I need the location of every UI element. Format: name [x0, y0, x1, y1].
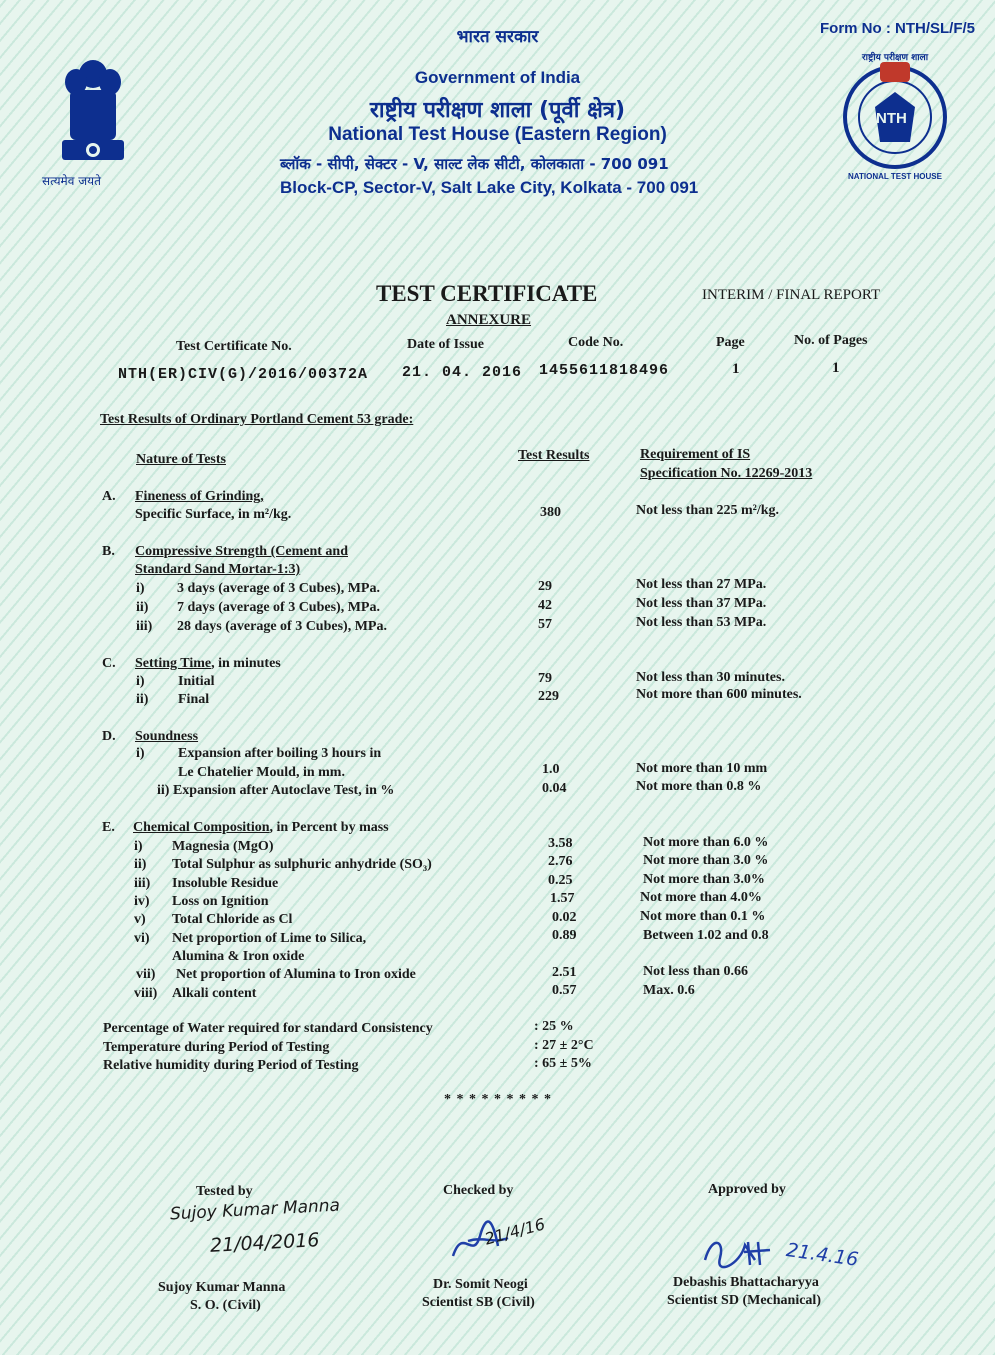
section-e-title — [133, 820, 389, 836]
e-row-num: vii) — [136, 967, 156, 982]
section-d-letter: D. — [102, 729, 116, 744]
e-row-result: 1.57 — [550, 891, 575, 906]
report-type: INTERIM / FINAL REPORT — [702, 287, 881, 303]
approved-by-name: Debashis Bhattacharyya — [673, 1275, 819, 1290]
value-date: 21. 04. 2016 — [402, 364, 523, 381]
e-row-req: Max. 0.6 — [643, 983, 695, 998]
tested-handwritten-date: 21/04/2016 — [209, 1229, 321, 1257]
c-row-result: 229 — [538, 689, 559, 704]
d-row2-result: 0.04 — [542, 781, 567, 796]
section-c-title-main: Setting Time — [135, 656, 212, 671]
section-b-title-2: Standard Sand Mortar-1:3) — [135, 562, 301, 577]
form-number: Form No : NTH/SL/F/5 — [820, 20, 975, 37]
b-row-num: i) — [136, 581, 145, 596]
b-row-label: 7 days (average of 3 Cubes), MPa. — [177, 600, 380, 615]
divider-stars: * * * * * * * * * — [444, 1092, 552, 1107]
d-row1-label-2: Le Chatelier Mould, in mm. — [178, 765, 345, 780]
section-e-title-suffix: , in Percent by mass — [269, 820, 389, 835]
approved-signature-icon — [700, 1230, 790, 1270]
e-row-result: 2.51 — [552, 965, 577, 980]
section-d-title: Soundness — [135, 729, 199, 744]
label-date: Date of Issue — [407, 337, 484, 352]
col-req-1: Requirement of IS — [640, 447, 751, 462]
b-row-label: 28 days (average of 3 Cubes), MPa. — [177, 619, 387, 634]
d-row2-label: ii) Expansion after Autoclave Test, in % — [157, 783, 395, 798]
e-row-num: iii) — [134, 876, 151, 891]
checked-handwritten-date: 21/4/16 — [482, 1214, 548, 1249]
tested-by-name: Sujoy Kumar Manna — [158, 1280, 286, 1295]
e-row-req: Not more than 6.0 % — [643, 835, 769, 850]
e-row-label: Loss on Ignition — [172, 894, 269, 909]
e-row-num: v) — [134, 912, 146, 927]
seal-text: NATIONAL TEST HOUSE — [848, 172, 942, 181]
value-cert-no: NTH(ER)CIV(G)/2016/00372A — [118, 366, 369, 383]
condition-value: : 25 % — [534, 1019, 574, 1034]
c-row-num: i) — [136, 674, 145, 689]
section-e-letter: E. — [102, 820, 115, 835]
c-row-req: Not less than 30 minutes. — [636, 670, 785, 685]
col-nature: Nature of Tests — [136, 452, 226, 467]
c-row-num: ii) — [136, 692, 149, 707]
tested-handwritten-name: Sujoy Kumar Manna — [169, 1195, 341, 1225]
e-row-num: vi) — [134, 931, 150, 946]
header-hindi-govt: भारत सरकार — [456, 27, 539, 47]
e-row-result: 0.25 — [548, 873, 573, 888]
condition-value: : 27 ± 2°C — [534, 1038, 594, 1053]
nth-seal-icon — [840, 52, 950, 182]
b-row-req: Not less than 37 MPa. — [636, 596, 767, 611]
checked-by-name: Dr. Somit Neogi — [433, 1277, 528, 1292]
condition-value: : 65 ± 5% — [534, 1056, 592, 1071]
col-results: Test Results — [518, 448, 590, 463]
section-b-title-1: Compressive Strength (Cement and — [135, 544, 348, 559]
d-row2-req: Not more than 0.8 % — [636, 779, 762, 794]
c-row-label: Final — [178, 692, 210, 707]
annexure-subtitle: ANNEXURE — [446, 312, 532, 328]
b-row-num: ii) — [136, 600, 149, 615]
emblem-motto: सत्यमेव जयते — [42, 174, 101, 188]
section-a-letter: A. — [102, 489, 116, 504]
e-row-result: 0.57 — [552, 983, 577, 998]
c-row-label: Initial — [178, 674, 215, 689]
e-row-req: Between 1.02 and 0.8 — [643, 928, 769, 943]
b-row-result: 29 — [538, 579, 552, 594]
tested-by-title: S. O. (Civil) — [190, 1298, 261, 1313]
seal-logo: NTH — [876, 110, 907, 127]
label-code: Code No. — [568, 335, 624, 350]
section-b-letter: B. — [102, 544, 115, 559]
header-govt: Government of India — [414, 68, 581, 87]
approved-by-label: Approved by — [708, 1182, 786, 1197]
e-row-req: Not less than 0.66 — [643, 964, 749, 979]
c-row-req: Not more than 600 minutes. — [636, 687, 802, 702]
seal-hindi: राष्ट्रीय परीक्षण शाला — [861, 53, 929, 63]
col-req-2: Specification No. 12269-2013 — [640, 466, 813, 481]
e-row-result: 2.76 — [548, 854, 573, 869]
e-row-label: Insoluble Residue — [172, 876, 279, 891]
condition-label: Relative humidity during Period of Testing — [103, 1058, 359, 1073]
header-org: National Test House (Eastern Region) — [328, 124, 667, 145]
value-code: 1455611818496 — [539, 362, 670, 379]
condition-label: Percentage of Water required for standard Consistency — [103, 1021, 433, 1036]
e-row-label: Total Sulphur as sulphuric anhydride (SO₃) — [172, 857, 432, 872]
value-pages: 1 — [832, 360, 840, 376]
header-hindi-address: ब्लॉक - सीपी, सेक्टर - V, साल्ट लेक सीटी, कोलकाता - 700 091 — [280, 155, 669, 173]
value-page: 1 — [732, 361, 740, 377]
label-page: Page — [716, 335, 745, 350]
d-row1-num: i) — [136, 746, 145, 761]
d-row1-req: Not more than 10 mm — [636, 761, 768, 776]
e-row-num: iv) — [134, 894, 150, 909]
e-row-label: Magnesia (MgO) — [172, 839, 274, 854]
section-a-req: Not less than 225 m²/kg. — [636, 503, 780, 518]
b-row-req: Not less than 53 MPa. — [636, 615, 767, 630]
e-row-label: Alkali content — [172, 986, 257, 1001]
section-title: Test Results of Ordinary Portland Cement 53 grade: — [100, 412, 414, 427]
checked-by-title: Scientist SB (Civil) — [422, 1295, 535, 1310]
approved-by-title: Scientist SD (Mechanical) — [667, 1293, 821, 1308]
section-e-title-main: Chemical Composition — [133, 820, 270, 835]
e-row-num: ii) — [134, 857, 147, 872]
e-row-label: Total Chloride as Cl — [172, 912, 293, 927]
c-row-result: 79 — [538, 671, 552, 686]
e-row-result: 0.89 — [552, 928, 577, 943]
b-row-result: 57 — [538, 617, 552, 632]
e-row-req: Not more than 4.0% — [640, 890, 762, 905]
e-row-num: i) — [134, 839, 143, 854]
e-row-result: 0.02 — [552, 910, 577, 925]
e-row-req: Not more than 3.0% — [643, 872, 765, 887]
e-row-num: viii) — [134, 986, 158, 1001]
d-row1-result: 1.0 — [542, 762, 560, 777]
section-c-letter: C. — [102, 656, 116, 671]
header-address: Block-CP, Sector-V, Salt Lake City, Kolkata - 700 091 — [280, 178, 699, 197]
e-row-label: Net proportion of Alumina to Iron oxide — [176, 967, 416, 982]
condition-label: Temperature during Period of Testing — [103, 1040, 330, 1055]
header-hindi-org: राष्ट्रीय परीक्षण शाला (पूर्वी क्षेत्र) — [369, 98, 626, 123]
approved-handwritten-date: 21.4.16 — [784, 1239, 860, 1271]
e-row-req: Not more than 3.0 % — [643, 853, 769, 868]
section-c-title-suffix: , in minutes — [211, 656, 281, 671]
section-a-sub: Specific Surface, in m²/kg. — [135, 507, 292, 522]
e-row-label-2: Alumina & Iron oxide — [172, 949, 305, 964]
e-row-label: Net proportion of Lime to Silica, — [172, 931, 367, 946]
b-row-req: Not less than 27 MPa. — [636, 577, 767, 592]
e-row-req: Not more than 0.1 % — [640, 909, 766, 924]
section-c-title — [135, 656, 281, 672]
b-row-num: iii) — [136, 619, 153, 634]
b-row-label: 3 days (average of 3 Cubes), MPa. — [177, 581, 380, 596]
certificate-title: TEST CERTIFICATE — [376, 281, 598, 306]
label-cert-no: Test Certificate No. — [176, 339, 292, 354]
label-pages: No. of Pages — [794, 333, 868, 348]
section-a-title: Fineness of Grinding, — [135, 489, 264, 504]
tested-by-label: Tested by — [196, 1184, 253, 1199]
d-row1-label-1: Expansion after boiling 3 hours in — [178, 746, 382, 761]
b-row-result: 42 — [538, 598, 552, 613]
checked-by-label: Checked by — [443, 1183, 514, 1198]
section-a-result: 380 — [540, 505, 561, 520]
e-row-result: 3.58 — [548, 836, 573, 851]
